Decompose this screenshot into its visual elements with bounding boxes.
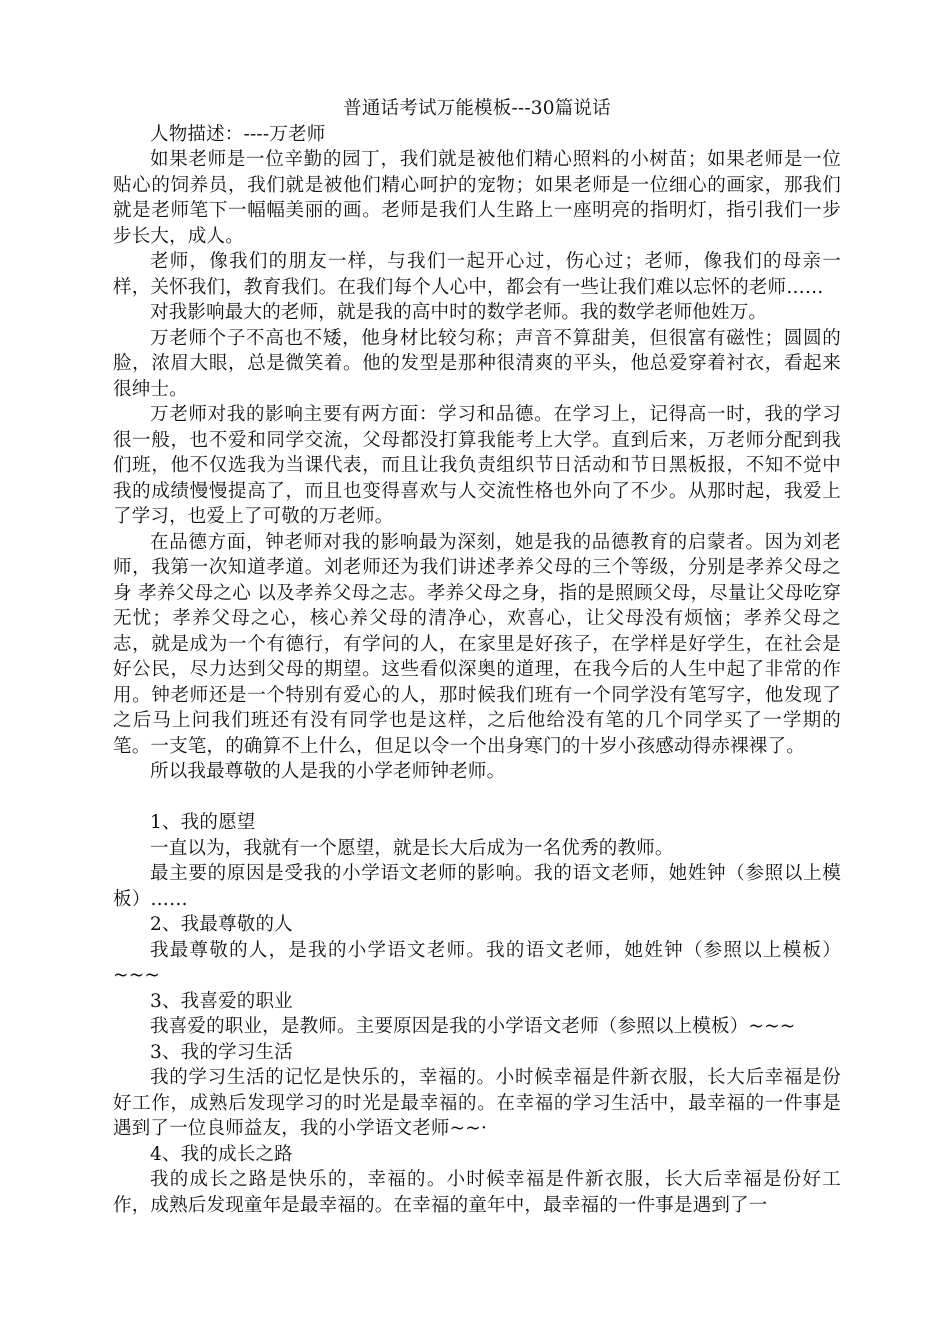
blank-line — [113, 785, 841, 811]
paragraph: 我的学习生活的记忆是快乐的，幸福的。小时候幸福是件新衣服，长大后幸福是份好工作，成熟后发现学习的时光是最幸福的。在幸福的学习生活中，最幸福的一件事是遇到了一位良师益友，我的小学语文老师~~· — [113, 1067, 841, 1139]
paragraph: 老师，像我们的朋友一样，与我们一起开心过，伤心过；老师，像我们的母亲一样，关怀我们，教育我们。在我们每个人心中，都会有一些让我们难以忘怀的老师…… — [113, 251, 841, 298]
paragraph: 所以我最尊敬的人是我的小学老师钟老师。 — [150, 761, 506, 782]
section-heading: 3、我喜爱的职业 — [150, 990, 293, 1012]
paragraph: 万老师对我的影响主要有两方面：学习和品德。在学习上，记得高一时，我的学习很一般，也不爱和同学交流，父母都没打算我能考上大学。直到后来，万老师分配到我们班，他不仅选我为当课代表，而且让我负责组织节日活动和节日黑板报，不知不觉中我的成绩慢慢提高了，而且也变得喜欢与人交流性格也外向了不少。从那时起，我爱上了学习，也爱上了可敬的万老师。 — [113, 404, 841, 527]
paragraph: 我最尊敬的人，是我的小学语文老师。我的语文老师，她姓钟（参照以上模板）~~~ — [113, 939, 841, 986]
paragraph: 最主要的原因是受我的小学语文老师的影响。我的语文老师，她姓钟（参照以上模板）…… — [113, 863, 841, 910]
section-heading: 3、我的学习生活 — [150, 1041, 293, 1063]
paragraph: 万老师个子不高也不矮，他身材比较匀称；声音不算甜美，但很富有磁性；圆圆的脸，浓眉大眼，总是微笑着。他的发型是那种很清爽的平头，他总爱穿着衬衣，看起来很绅士。 — [113, 327, 841, 400]
paragraph: 对我影响最大的老师，就是我的高中时的数学老师。我的数学老师他姓万。 — [150, 302, 768, 323]
paragraph: 我的成长之路是快乐的，幸福的。小时候幸福是件新衣服，长大后幸福是份好工作，成熟后发现童年是最幸福的。在幸福的童年中，最幸福的一件事是遇到了一 — [113, 1169, 841, 1216]
document-page — [113, 96, 841, 1218]
subtitle: 人物描述：----万老师 — [150, 123, 326, 145]
paragraph: 一直以为，我就有一个愿望，就是长大后成为一名优秀的教师。 — [150, 837, 674, 859]
paragraph: 在品德方面，钟老师对我的影响最为深刻，她是我的品德教育的启蒙者。因为刘老师，我第一次知道孝道。刘老师还为我们讲述孝养父母的三个等级，分别是孝养父母之身 孝养父母之心 以及孝养父母之志。孝养父母之身，指的是照顾父母，尽量让父母吃穿无忧；孝养父母之心，核心养父母的清净心，欢喜心，让父母没有烦恼；孝养父母之志，就是成为一个有德行，有学问的人，在家里是好孩子，在学样是好学生，在社会是好公民，尽力达到父母的期望。这些看似深奥的道理，在我今后的人生中起了非常的作用。钟老师还是一个特别有爱心的人，那时候我们班有一个同学没有笔写字，他发现了之后马上问我们班还有没有同学也是这样，之后他给没有笔的几个同学买了一学期的笔。一支笔，的确算不上什么，但足以令一个出身寒门的十岁小孩感动得赤裸裸了。 — [113, 531, 841, 757]
document-title: 普通话考试万能模板---30篇说话 — [343, 98, 611, 119]
section-heading: 1、我的愿望 — [150, 812, 256, 833]
section-heading: 2、我最尊敬的人 — [150, 914, 293, 935]
section-heading: 4、我的成长之路 — [150, 1143, 293, 1165]
paragraph: 我喜爱的职业，是教师。主要原因是我的小学语文老师（参照以上模板）~~~ — [150, 1016, 796, 1037]
paragraph: 如果老师是一位辛勤的园丁，我们就是被他们精心照料的小树苗；如果老师是一位贴心的饲养员，我们就是被他们精心呵护的宠物；如果老师是一位细心的画家，那我们就是老师笔下一幅幅美丽的画。老师是我们人生路上一座明亮的指明灯，指引我们一步步长大，成人。 — [113, 149, 841, 247]
